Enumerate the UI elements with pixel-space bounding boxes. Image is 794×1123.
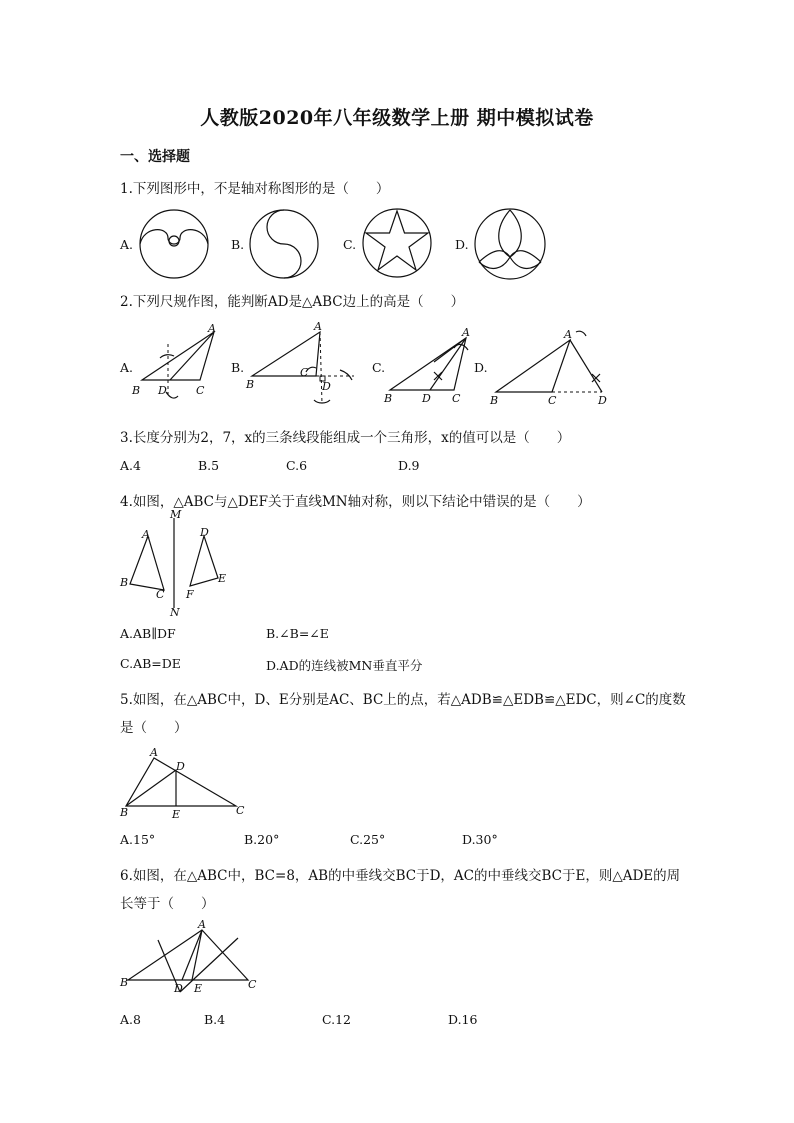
q2-option-c-label[interactable]: C.: [372, 360, 386, 375]
q4-label-c: C: [156, 588, 165, 601]
q4-label-n: N: [170, 606, 180, 619]
q2a-label-c: C: [196, 384, 205, 397]
q2-figure-c[interactable]: [382, 326, 482, 406]
q2d-label-a: A: [564, 328, 572, 341]
q3-option-c[interactable]: C.6: [286, 458, 308, 473]
q2b-label-c: C: [300, 366, 309, 379]
q2-figure-b[interactable]: [242, 318, 360, 410]
q2b-label-d: D: [322, 380, 331, 393]
q6-option-c[interactable]: C.12: [322, 1012, 351, 1027]
q4-option-c[interactable]: C.AB=DE: [120, 656, 181, 671]
q2-option-a-label[interactable]: A.: [120, 360, 134, 375]
q6-figure: [118, 918, 260, 994]
q1-figure-c[interactable]: [361, 207, 433, 279]
q1-figure-a[interactable]: [138, 208, 210, 280]
page-title: 人教版2020年八年级数学上册 期中模拟试卷: [200, 107, 594, 129]
q2c-label-d: D: [422, 392, 431, 405]
q2b-label-a: A: [314, 320, 322, 333]
q6-label-a: A: [198, 918, 206, 931]
q2-figure-d[interactable]: [486, 324, 616, 408]
q1-option-d-label[interactable]: D.: [455, 237, 469, 252]
question-5-stem-line-2: 是（ ）: [120, 720, 188, 736]
q6-option-d[interactable]: D.16: [448, 1012, 478, 1027]
q3-option-d[interactable]: D.9: [398, 458, 420, 473]
q4-label-e: E: [218, 572, 227, 585]
q1-option-a-label[interactable]: A.: [120, 237, 134, 252]
q4-label-a: A: [142, 528, 150, 541]
question-5-stem-line-1: 5.如图，在△ABC中，D、E分别是AC、BC上的点，若△ADB≌△EDB≌△EDC，则∠C的度数: [120, 692, 686, 708]
q4-label-m: M: [170, 508, 182, 521]
q4-option-d[interactable]: D.AD的连线被MN垂直平分: [266, 658, 423, 673]
q5-label-e: E: [172, 808, 181, 821]
section-heading: 一、选择题: [120, 149, 190, 165]
q6-option-b[interactable]: B.4: [204, 1012, 226, 1027]
q1-option-c-label[interactable]: C.: [343, 237, 357, 252]
q2-option-b-label[interactable]: B.: [231, 360, 245, 375]
question-2-stem: 2.下列尺规作图，能判断AD是△ABC边上的高是（ ）: [120, 294, 465, 310]
q2d-label-d: D: [598, 394, 607, 407]
q1-figure-d[interactable]: [473, 207, 547, 281]
q4-label-d: D: [200, 526, 209, 539]
q6-label-b: B: [120, 976, 129, 989]
q6-label-e: E: [194, 982, 203, 995]
q6-label-c: C: [248, 978, 257, 991]
q2-option-d-label[interactable]: D.: [474, 360, 488, 375]
q5-label-b: B: [120, 806, 129, 819]
q2c-label-c: C: [452, 392, 461, 405]
question-6-stem-line-2: 长等于（ ）: [120, 896, 215, 912]
q4-option-a[interactable]: A.AB∥DF: [120, 626, 176, 641]
q2c-label-a: A: [462, 326, 470, 339]
q2a-label-b: B: [132, 384, 141, 397]
q5-option-d[interactable]: D.30°: [462, 832, 498, 847]
q5-option-a[interactable]: A.15°: [120, 832, 156, 847]
q6-label-d: D: [174, 982, 183, 995]
q3-option-a[interactable]: A.4: [120, 458, 141, 473]
question-6-stem-line-1: 6.如图，在△ABC中，BC=8，AB的中垂线交BC于D，AC的中垂线交BC于E，则△ADE的周: [120, 868, 681, 884]
q2c-label-b: B: [384, 392, 393, 405]
q5-label-a: A: [150, 746, 158, 759]
q1-figure-b[interactable]: [248, 208, 320, 280]
q2d-label-b: B: [490, 394, 499, 407]
q3-option-b[interactable]: B.5: [198, 458, 220, 473]
q1-option-b-label[interactable]: B.: [231, 237, 245, 252]
q2a-label-d: D: [158, 384, 167, 397]
q5-option-b[interactable]: B.20°: [244, 832, 280, 847]
q5-figure: [118, 744, 246, 821]
q2b-label-b: B: [246, 378, 255, 391]
q2-figure-a[interactable]: [130, 322, 230, 406]
q2d-label-c: C: [548, 394, 557, 407]
q4-option-b[interactable]: B.∠B=∠E: [266, 626, 329, 641]
question-4-stem: 4.如图，△ABC与△DEF关于直线MN轴对称，则以下结论中错误的是（ ）: [120, 494, 591, 510]
q6-option-a[interactable]: A.8: [120, 1012, 141, 1027]
q4-label-b: B: [120, 576, 129, 589]
q4-figure: [118, 508, 238, 619]
q5-label-d: D: [176, 760, 185, 773]
q2a-label-a: A: [208, 322, 216, 335]
q5-label-c: C: [236, 804, 245, 817]
q4-label-f: F: [186, 588, 194, 601]
question-3-stem: 3.长度分别为2，7，x的三条线段能组成一个三角形，x的值可以是（ ）: [120, 430, 571, 446]
question-1-stem: 1.下列图形中，不是轴对称图形的是（ ）: [120, 181, 390, 197]
q5-option-c[interactable]: C.25°: [350, 832, 386, 847]
